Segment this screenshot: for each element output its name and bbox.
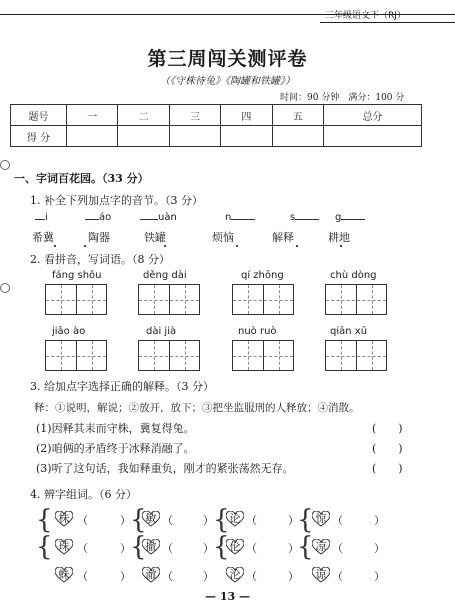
writing-grid[interactable] — [138, 284, 200, 315]
q4-paren-close[interactable]: ） — [203, 542, 214, 555]
q4-paren-close[interactable]: ） — [374, 542, 385, 555]
score-value-cell[interactable] — [272, 126, 323, 147]
q4-char: 珠 — [58, 540, 70, 553]
score-header-cell: 二 — [118, 105, 169, 126]
q1-word: 耕地 — [328, 231, 350, 244]
score-value-cell[interactable] — [221, 126, 272, 147]
q4-paren-open: （ — [246, 542, 257, 555]
q4-paren-close[interactable]: ） — [374, 514, 385, 527]
q4-char: 澈 — [145, 568, 157, 581]
score-header-cell: 一 — [67, 105, 118, 126]
page-title: 第三周闯关测评卷 — [147, 48, 308, 70]
q4-char: 伦 — [229, 540, 241, 553]
q4-char: 谅 — [315, 568, 327, 581]
q4-paren-open: （ — [77, 542, 88, 555]
score-header-cell: 题号 — [11, 105, 67, 126]
q1-word: 铁罐 — [144, 231, 166, 244]
q4-paren-open: （ — [162, 514, 173, 527]
q1-blank-line[interactable] — [341, 219, 365, 220]
q1-blank-text: g — [335, 212, 342, 223]
q4-paren-close[interactable]: ） — [203, 570, 214, 583]
q1-blank-text: áo — [99, 212, 112, 223]
writing-grid[interactable] — [325, 340, 387, 371]
heart-icon — [312, 567, 330, 583]
score-value-cell[interactable] — [169, 126, 220, 147]
heart-icon — [55, 539, 73, 555]
q3-item: (1)因释其耒而守株，冀复得兔。 — [36, 422, 195, 435]
q4-paren-close[interactable]: ） — [288, 542, 299, 555]
score-row-header — [11, 105, 422, 126]
q2-pinyin: qí zhōng — [241, 270, 284, 281]
brace-icon: { — [297, 532, 314, 562]
q2-pinyin: fáng shǒu — [52, 270, 102, 281]
heart-icon — [55, 511, 73, 527]
brace-icon: { — [36, 532, 53, 562]
writing-grid[interactable] — [232, 340, 294, 371]
q1-word: 陶器 — [88, 231, 110, 244]
emphasis-dot — [296, 245, 298, 247]
brace-icon: { — [130, 505, 147, 535]
q1-blank-line[interactable] — [85, 219, 99, 220]
score-header-cell: 三 — [169, 105, 220, 126]
score-table — [10, 104, 422, 147]
q1-blank-text: s — [290, 212, 296, 223]
question-1-title: 1. 补全下列加点字的音节。（3 分） — [30, 194, 203, 207]
heart-icon — [142, 511, 160, 527]
q4-char: 惊 — [315, 512, 327, 525]
score-value-cell[interactable] — [67, 126, 118, 147]
q1-word: 解释 — [272, 231, 294, 244]
score-value-cell[interactable] — [323, 126, 421, 147]
q1-blank-text: i — [45, 212, 48, 223]
emphasis-dot — [164, 245, 166, 247]
heart-icon — [226, 539, 244, 555]
question-3-title: 3. 给加点字选择正确的解释。（3 分） — [30, 380, 214, 393]
q4-paren-close[interactable]: ） — [288, 570, 299, 583]
score-value-cell[interactable] — [118, 126, 169, 147]
q3-answer-blank[interactable]: ( ) — [372, 422, 403, 435]
question-2-title: 2. 看拼音，写词语。（8 分） — [30, 253, 170, 266]
q1-word: 希冀 — [32, 231, 54, 244]
score-header-cell: 四 — [221, 105, 272, 126]
writing-grid[interactable] — [45, 340, 107, 371]
binding-hole-icon — [0, 283, 10, 293]
page-number: — 13 — — [205, 590, 250, 603]
q4-char: 凉 — [315, 540, 327, 553]
score-header-cell: 五 — [272, 105, 323, 126]
score-row-values — [11, 126, 422, 147]
q4-paren-open: （ — [77, 570, 88, 583]
header-tag: 三年级语文下（RJ） — [325, 11, 406, 21]
q4-paren-open: （ — [332, 570, 343, 583]
heart-icon — [142, 539, 160, 555]
q4-paren-open: （ — [162, 570, 173, 583]
q1-blank-line[interactable] — [140, 219, 158, 220]
q1-blank-line[interactable] — [231, 219, 255, 220]
q3-item: (2)咱俩的矛盾终于冰释消融了。 — [36, 442, 195, 455]
q4-char: 撤 — [145, 540, 157, 553]
question-4-title: 4. 辨字组词。（6 分） — [30, 488, 137, 501]
q2-pinyin: chù dòng — [330, 270, 377, 281]
emphasis-dot — [236, 245, 238, 247]
q4-paren-open: （ — [332, 542, 343, 555]
q2-pinyin: děng dài — [143, 270, 187, 281]
q4-char: 蛛 — [58, 568, 70, 581]
section-title: 一、字词百花园。（33 分） — [14, 172, 149, 185]
q2-pinyin: jiāo ào — [52, 326, 86, 337]
emphasis-dot — [340, 245, 342, 247]
q2-pinyin: qiān xū — [330, 326, 368, 337]
writing-grid[interactable] — [232, 284, 294, 315]
q3-answer-blank[interactable]: ( ) — [372, 442, 403, 455]
heart-icon — [312, 539, 330, 555]
q4-char: 株 — [58, 512, 70, 525]
q4-paren-close[interactable]: ） — [288, 514, 299, 527]
q4-paren-open: （ — [332, 514, 343, 527]
q1-words-row — [32, 229, 432, 245]
heart-icon — [226, 511, 244, 527]
score-header-cell: 总分 — [323, 105, 421, 126]
q1-blank-text: n — [225, 212, 232, 223]
q2-pinyin: nuò ruò — [238, 326, 277, 337]
emphasis-dot — [54, 245, 56, 247]
brace-icon: { — [36, 505, 53, 535]
emphasis-dot — [84, 245, 86, 247]
q4-paren-open: （ — [246, 570, 257, 583]
heart-icon — [226, 567, 244, 583]
q1-blank-line[interactable] — [295, 219, 319, 220]
q4-paren-close[interactable]: ） — [203, 514, 214, 527]
q4-paren-close[interactable]: ） — [374, 570, 385, 583]
q4-paren-open: （ — [77, 514, 88, 527]
q1-blank-text: uàn — [158, 212, 177, 223]
q4-char: 敏 — [145, 512, 157, 525]
score-label-cell: 得 分 — [11, 126, 67, 147]
q4-paren-close[interactable]: ） — [120, 570, 131, 583]
q1-blanks-row — [35, 212, 435, 226]
q4-paren-close[interactable]: ） — [120, 514, 131, 527]
time-info: 时间：90 分钟 满分：100 分 — [280, 93, 405, 103]
q2-pinyin: dài jià — [146, 326, 177, 337]
heart-icon — [312, 511, 330, 527]
binding-hole-icon — [0, 160, 10, 170]
heart-icon — [55, 567, 73, 583]
writing-grid[interactable] — [325, 284, 387, 315]
writing-grid[interactable] — [45, 284, 107, 315]
q4-paren-open: （ — [246, 514, 257, 527]
q1-word: 烦恼 — [212, 231, 234, 244]
q4-paren-open: （ — [162, 542, 173, 555]
q3-item: (3)听了这句话，我如释重负，刚才的紧张荡然无存。 — [36, 462, 294, 475]
brace-icon: { — [213, 532, 230, 562]
q4-char: 论 — [229, 512, 241, 525]
writing-grid[interactable] — [138, 340, 200, 371]
q4-paren-close[interactable]: ） — [120, 542, 131, 555]
q3-options: 释：①说明，解说；②放开，放下；③把坐监服刑的人释放；④消散。 — [34, 402, 360, 414]
q1-blank-line[interactable] — [35, 219, 45, 220]
q4-char: 沦 — [229, 568, 241, 581]
q3-answer-blank[interactable]: ( ) — [372, 462, 403, 475]
heart-icon — [142, 567, 160, 583]
header-rule-short — [320, 22, 455, 23]
brace-icon: { — [297, 505, 314, 535]
brace-icon: { — [130, 532, 147, 562]
page-subtitle: （《守株待兔》《陶罐和铁罐》） — [160, 76, 295, 87]
brace-icon: { — [213, 505, 230, 535]
